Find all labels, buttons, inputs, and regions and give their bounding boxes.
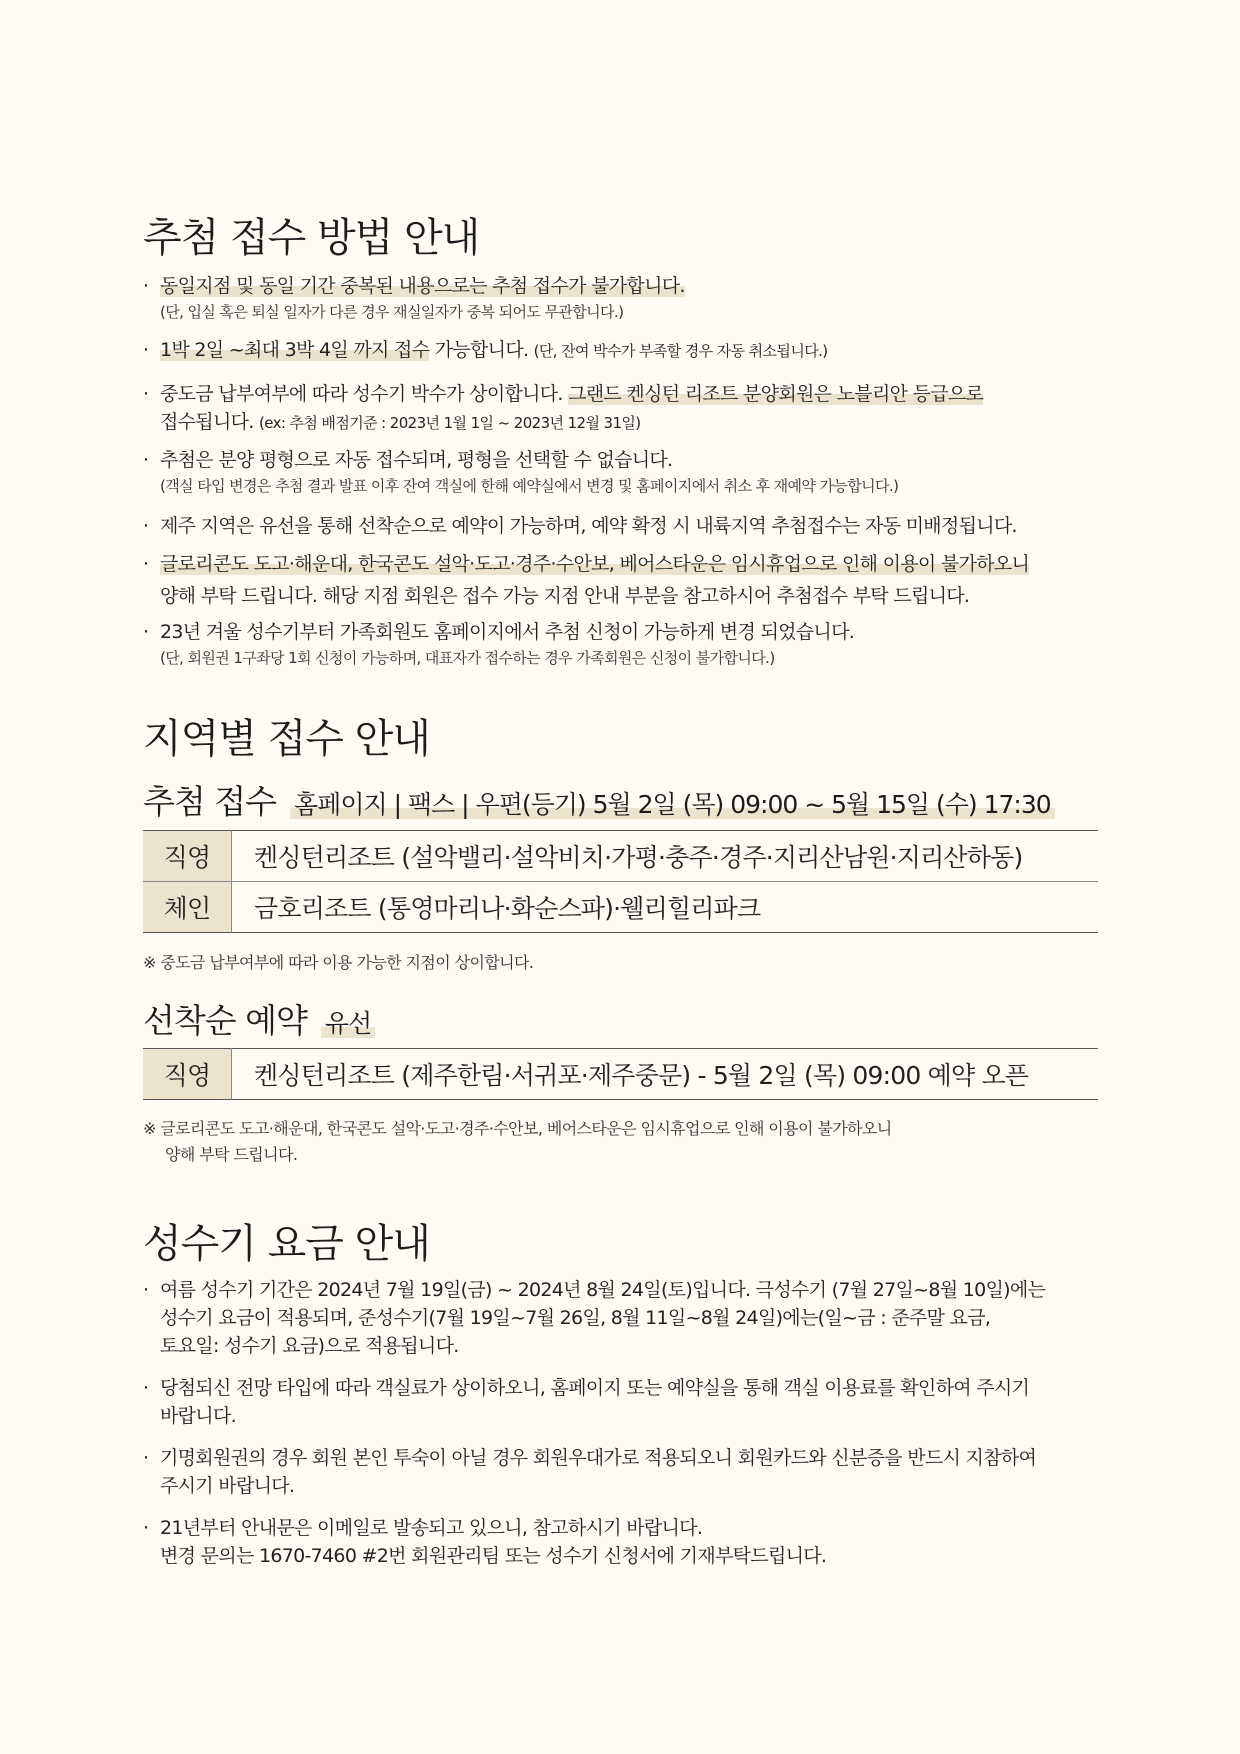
section-title-lottery-method: 추첨 접수 방법 안내 [143,215,480,261]
list-item [143,446,1123,504]
highlight-text: 1박 2일 ~최대 3박 4일 까지 접수 [160,339,430,361]
row-type: 직영 [143,831,232,882]
table-row [143,831,1098,882]
row-type: 체인 [143,882,232,933]
lottery-channels-period: 홈페이지 | 팩스 | 우편(등기) 5월 2일 (목) 09:00 ~ 5월 15일 (수) 17:30 [290,790,1055,819]
highlight-text: 글로리콘도 도고·해운대, 한국콘도 설악·도고·경주·수안보, 베어스타운은 임시휴업으로 인해 이용이 불가하오니 [160,553,1030,575]
item-text: 바랍니다. [160,1405,236,1427]
row-desc: 켄싱턴리조트 (제주한림·서귀포·제주중문) - 5월 2일 (목) 09:00 예약 오픈 [254,1061,1029,1090]
item-text: 접수됩니다. [160,411,254,433]
first-come-resort-table [143,1048,1098,1100]
item-note: (객실 타입 변경은 추첨 결과 발표 이후 잔여 객실에 한해 예약실에서 변경 및 홈페이지에서 취소 후 재예약 가능합니다.) [160,477,899,495]
list-item [143,1374,1123,1430]
item-text: · 기명회원권의 경우 회원 본인 투숙이 아닐 경우 회원우대가로 적용되오니 회원카드와 신분증을 반드시 지참하여 [160,1447,1037,1469]
item-text: 중도금 납부여부에 따라 성수기 박수가 상이합니다. [160,383,569,405]
list-item [143,512,1123,546]
item-text: 양해 부탁 드립니다. 해당 지점 회원은 접수 가능 지점 안내 부분을 참고하시어 추첨접수 부탁 드립니다. [160,585,970,607]
list-item [143,336,1123,376]
list-item [143,618,1123,676]
lottery-remark: ※ 중도금 납부여부에 따라 이용 가능한 지점이 상이합니다. [143,953,534,972]
item-text: 성수기 요금이 적용되며, 준성수기(7월 19일~7월 26일, 8월 11일~8월 24일)에는(일~금 : 준주말 요금, [160,1307,991,1329]
item-text: · 제주 지역은 유선을 통해 선착순으로 예약이 가능하며, 예약 확정 시 내륙지역 추첨접수는 자동 미배정됩니다. [160,515,1017,537]
lottery-subheading [143,776,1055,823]
lottery-label: 추첨 접수 [143,782,277,821]
item-text: · 21년부터 안내문은 이메일로 발송되고 있으니, 참고하시기 바랍니다. [160,1517,703,1539]
fees-list [143,1276,1123,1570]
first-come-remark [143,1116,892,1168]
list-item [143,1514,1123,1570]
item-text: · 추첨은 분양 평형으로 자동 접수되며, 평형을 선택할 수 없습니다. [160,449,673,471]
item-note: (단, 회원권 1구좌당 1회 신청이 가능하며, 대표자가 접수하는 경우 가족회원은 신청이 불가합니다.) [160,649,775,667]
row-desc: 금호리조트 (통영마리나·화순스파)·웰리힐리파크 [232,882,1099,933]
table-row [143,882,1098,933]
item-text: 가능합니다. [429,339,529,361]
highlight-text: 그랜드 켄싱턴 리조트 분양회원은 노블리안 등급으로 [568,383,984,405]
item-note: (단, 잔여 박수가 부족할 경우 자동 취소됩니다.) [533,342,828,360]
row-desc: 켄싱턴리조트 (설악밸리·설악비치·가평·충주·경주·지리산남원·지리산하동) [254,843,1023,872]
remark-line: 양해 부탁 드립니다. [165,1145,298,1164]
list-item [143,1444,1123,1500]
highlight-text: 동일지점 및 동일 기간 중복된 내용으로는 추첨 접수가 불가합니다. [160,275,685,297]
table-row [143,1049,1098,1100]
item-text: 변경 문의는 1670-7460 #2번 회원관리팀 또는 성수기 신청서에 기재부탁드립니다. [160,1545,827,1567]
list-item [143,272,1123,330]
section-title-regional: 지역별 접수 안내 [143,716,430,762]
item-text: · 여름 성수기 기간은 2024년 7월 19일(금) ~ 2024년 8월 24일(토)입니다. 극성수기 (7월 27일~8월 10일)에는 [160,1279,1046,1301]
remark-line: ※ 글로리콘도 도고·해운대, 한국콘도 설악·도고·경주·수안보, 베어스타운은 임시휴업으로 인해 이용이 불가하오니 [143,1119,892,1138]
item-text: · 당첨되신 전망 타입에 따라 객실료가 상이하오니, 홈페이지 또는 예약실을 통해 객실 이용료를 확인하여 주시기 [160,1377,1030,1399]
first-come-subheading [143,995,375,1042]
item-note: (단, 입실 혹은 퇴실 일자가 다른 경우 재실일자가 중복 되어도 무관합니다.) [160,303,624,321]
list-item [143,550,1123,612]
item-text: 토요일: 성수기 요금)으로 적용됩니다. [160,1335,459,1357]
item-note: (ex: 추첨 배점기준 : 2023년 1월 1일 ~ 2023년 12월 31일) [258,414,641,432]
list-item [143,1276,1123,1360]
lottery-resort-table [143,830,1098,933]
section-title-fees: 성수기 요금 안내 [143,1221,430,1267]
item-text: 주시기 바랍니다. [160,1475,295,1497]
first-come-channel: 유선 [321,1009,375,1038]
item-text: · 23년 겨울 성수기부터 가족회원도 홈페이지에서 추첨 신청이 가능하게 변경 되었습니다. [160,621,855,643]
row-type: 직영 [143,1049,232,1100]
lottery-method-list [143,272,1123,676]
list-item [143,380,1123,440]
first-come-label: 선착순 예약 [143,1001,307,1040]
